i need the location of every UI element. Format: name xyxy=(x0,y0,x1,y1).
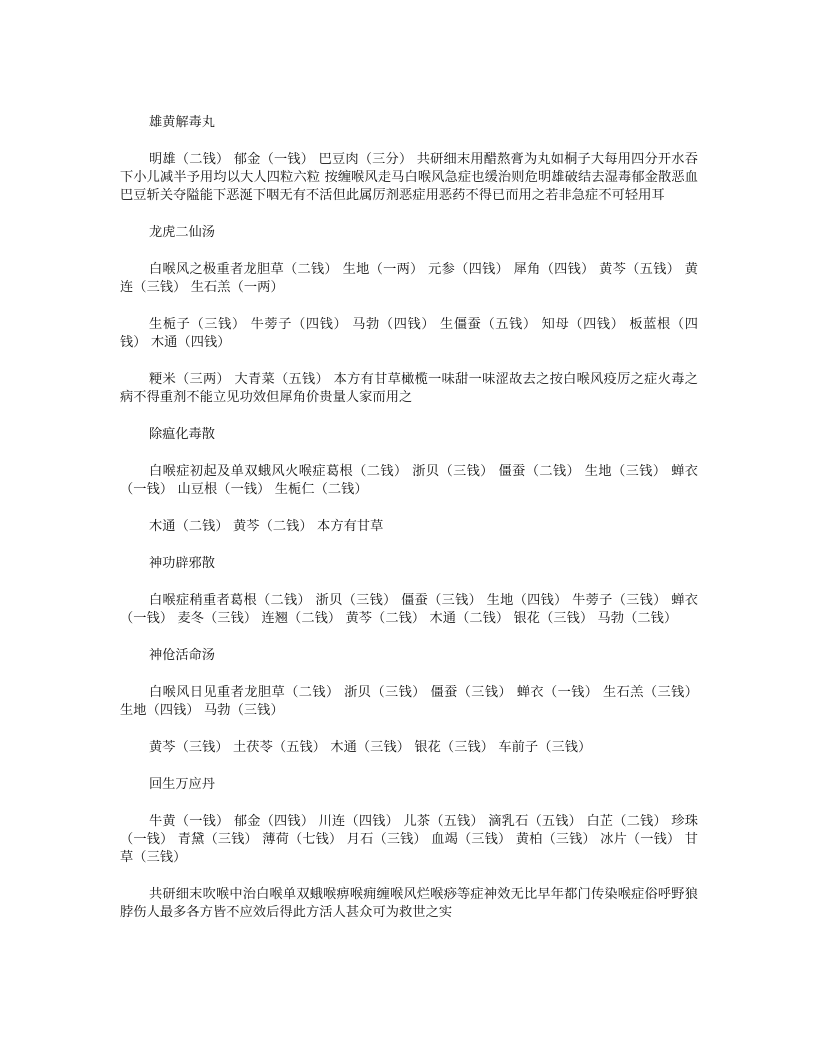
section-title: 除瘟化毒散 xyxy=(149,427,215,442)
section-shengong xyxy=(120,555,698,628)
section-longhu xyxy=(120,224,698,407)
paragraph: 生栀子（三钱） 牛蒡子（四钱） 马勃（四钱） 生僵蚕（五钱） 知母（四钱） 板蓝根（四钱） 木通（四钱） xyxy=(120,317,698,350)
paragraph: 共研细末吹喉中治白喉单双蛾喉痹喉痈缠喉风烂喉痧等症神效无比早年都门传染喉症俗呼野狼脖伤人最多各方皆不应效后得此方活人甚众可为救世之实 xyxy=(120,887,698,920)
section-title: 神伧活命汤 xyxy=(149,648,215,663)
paragraph: 牛黄（一钱） 郁金（四钱） 川连（四钱） 儿茶（五钱） 滴乳石（五钱） 白芷（二钱） 珍珠（一钱） 青黛（三钱） 薄荷（七钱） 月石（三钱） 血竭（三钱） 黄柏（三钱） 冰片（一钱） 甘草（三钱） xyxy=(120,814,698,865)
document-page xyxy=(120,114,698,941)
paragraph: 白喉症稍重者葛根（二钱） 浙贝（三钱） 僵蚕（三钱） 生地（四钱） 牛蒡子（三钱） 蝉衣（一钱） 麦冬（三钱） 连翘（二钱） 黄芩（二钱） 木通（二钱） 银花（三钱） 马勃（二钱） xyxy=(120,593,698,626)
section-huisheng xyxy=(120,776,698,922)
section-huoming xyxy=(120,647,698,757)
section-chuwen xyxy=(120,426,698,536)
section-xionghuang xyxy=(120,114,698,205)
section-title: 回生万应丹 xyxy=(149,777,215,792)
paragraph: 粳米（三两） 大青菜（五钱） 本方有甘草橄榄一味甜一味涩故去之按白喉风疫厉之症火毒之病不得重剂不能立见功效但犀角价贵量人家而用之 xyxy=(120,372,698,405)
paragraph: 黄芩（三钱） 土茯苓（五钱） 木通（三钱） 银花（三钱） 车前子（三钱） xyxy=(149,740,592,755)
paragraph: 木通（二钱） 黄芩（二钱） 本方有甘草 xyxy=(149,519,384,534)
paragraph: 白喉风之极重者龙胆草（二钱） 生地（一两） 元参（四钱） 犀角（四钱） 黄芩（五钱） 黄连（三钱） 生石羔（一两） xyxy=(120,262,698,295)
paragraph: 白喉症初起及单双蛾风火喉症葛根（二钱） 浙贝（三钱） 僵蚕（二钱） 生地（三钱） 蝉衣（一钱） 山豆根（一钱） 生栀仁（二钱） xyxy=(120,464,698,497)
section-title: 龙虎二仙汤 xyxy=(149,225,215,240)
paragraph: 明雄（二钱） 郁金（一钱） 巴豆肉（三分） 共研细末用醋熬膏为丸如桐子大每用四分开水吞下小儿减半予用均以大人四粒六粒 按缠喉风走马白喉风急症也缓治则危明雄破结去湿毒郁金散恶血巴豆斩关夺隘能下恶涎下咽无有不活但此属厉剂恶症用恶药不得已而用之若非急症不可轻用耳 xyxy=(120,152,698,203)
paragraph: 白喉风日见重者龙胆草（二钱） 浙贝（三钱） 僵蚕（三钱） 蝉衣（一钱） 生石羔（三钱） 生地（四钱） 马勃（三钱） xyxy=(120,685,698,718)
section-title: 雄黄解毒丸 xyxy=(149,115,215,130)
section-title: 神功辟邪散 xyxy=(149,556,215,571)
